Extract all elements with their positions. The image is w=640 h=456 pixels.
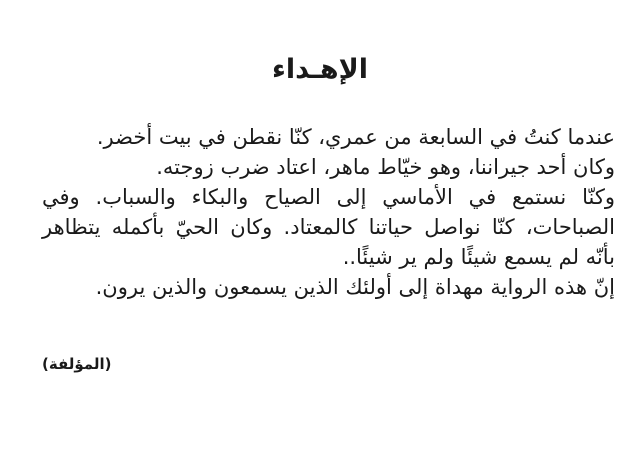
text-line: بأنّه لم يسمع شيئًا ولم ير شيئًا.. [342, 245, 615, 269]
text-line: وكان أحد جيراننا، وهو خيّاط ماهر، اعتاد ضرب زوجته. [156, 155, 615, 179]
text-line: الصباحات، كنّا نواصل حياتنا كالمعتاد. وكان الحيّ بأكمله يتظاهر [42, 215, 615, 239]
page-title: الإهـداء [272, 54, 368, 85]
dedication-text [42, 122, 615, 302]
text-line: وكنّا نستمع في الأماسي إلى الصياح والبكاء والسباب. وفي [42, 185, 615, 209]
author-signature: (المؤلفة) [42, 355, 112, 373]
text-line: عندما كنتُ في السابعة من عمري، كنّا نقطن في بيت أخضر. [96, 125, 615, 149]
text-line: إنّ هذه الرواية مهداة إلى أولئك الذين يسمعون والذين يرون. [95, 275, 615, 299]
